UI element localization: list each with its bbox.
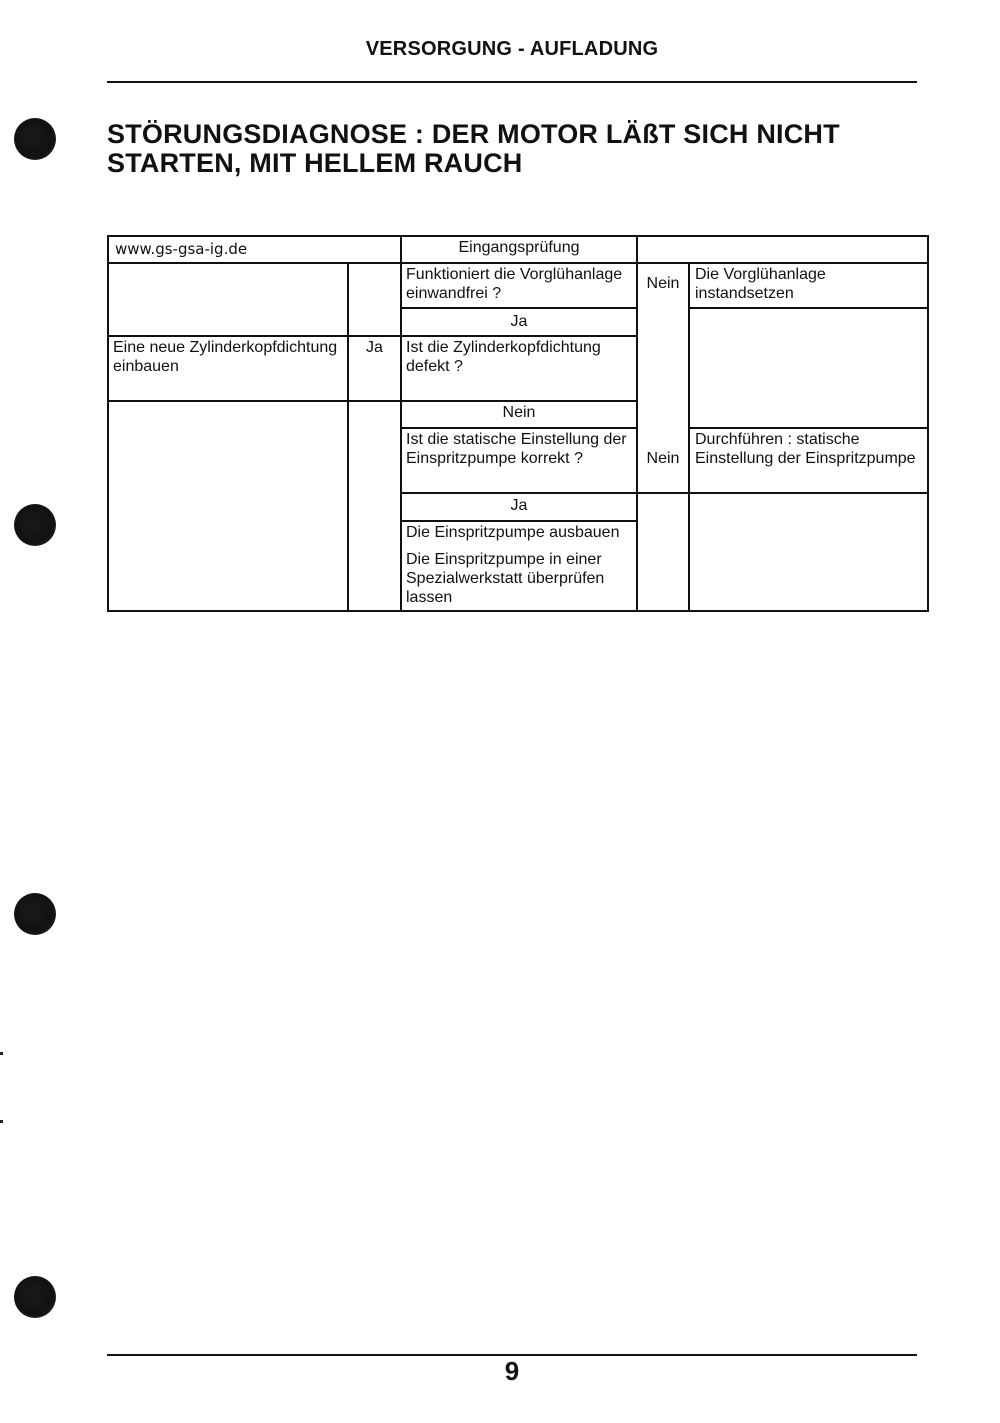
website-label: www.gs-gsa-ig.de <box>115 240 248 258</box>
action-new-head-gasket: Eine neue Zylinderkopfdichtung einbauen <box>113 339 338 375</box>
scan-speck <box>0 1120 3 1123</box>
scan-speck <box>0 1052 3 1055</box>
answer-no-3: Nein <box>646 450 680 467</box>
binder-hole-3 <box>14 893 56 935</box>
question-glow-system: Funktioniert die Vorglühanlage einwandfrei ? <box>406 266 623 302</box>
header-rule <box>107 81 917 83</box>
diagnosis-table <box>107 235 929 612</box>
binder-hole-4 <box>14 1276 56 1318</box>
entry-check-header: Eingangsprüfung <box>458 239 580 256</box>
answer-yes-2: Ja <box>366 339 383 356</box>
answer-no-2: Nein <box>502 404 536 421</box>
section-header: VERSORGUNG - AUFLADUNG <box>365 38 659 60</box>
title-line-1: STÖRUNGSDIAGNOSE : DER MOTOR LÄßT SICH NICHT <box>107 119 840 149</box>
page-title <box>107 120 907 178</box>
binder-hole-1 <box>14 118 56 160</box>
answer-no-1: Nein <box>646 275 680 292</box>
action-repair-glow-system: Die Vorglühanlage instandsetzen <box>695 266 826 302</box>
answer-yes-3: Ja <box>510 497 528 514</box>
title-line-2: STARTEN, MIT HELLEM RAUCH <box>107 148 523 178</box>
answer-yes-1: Ja <box>510 313 528 330</box>
question-static-timing: Ist die statische Einstellung der Einspritzpumpe korrekt ? <box>406 431 627 467</box>
action-static-timing: Durchführen : statische Einstellung der Einspritzpumpe <box>695 431 916 467</box>
action-check-pump-workshop: Die Einspritzpumpe in einer Spezialwerkstatt überprüfen lassen <box>406 551 605 606</box>
page-number: 9 <box>504 1356 520 1386</box>
action-remove-pump: Die Einspritzpumpe ausbauen <box>406 524 620 541</box>
question-head-gasket: Ist die Zylinderkopfdichtung defekt ? <box>406 339 601 375</box>
binder-hole-2 <box>14 504 56 546</box>
